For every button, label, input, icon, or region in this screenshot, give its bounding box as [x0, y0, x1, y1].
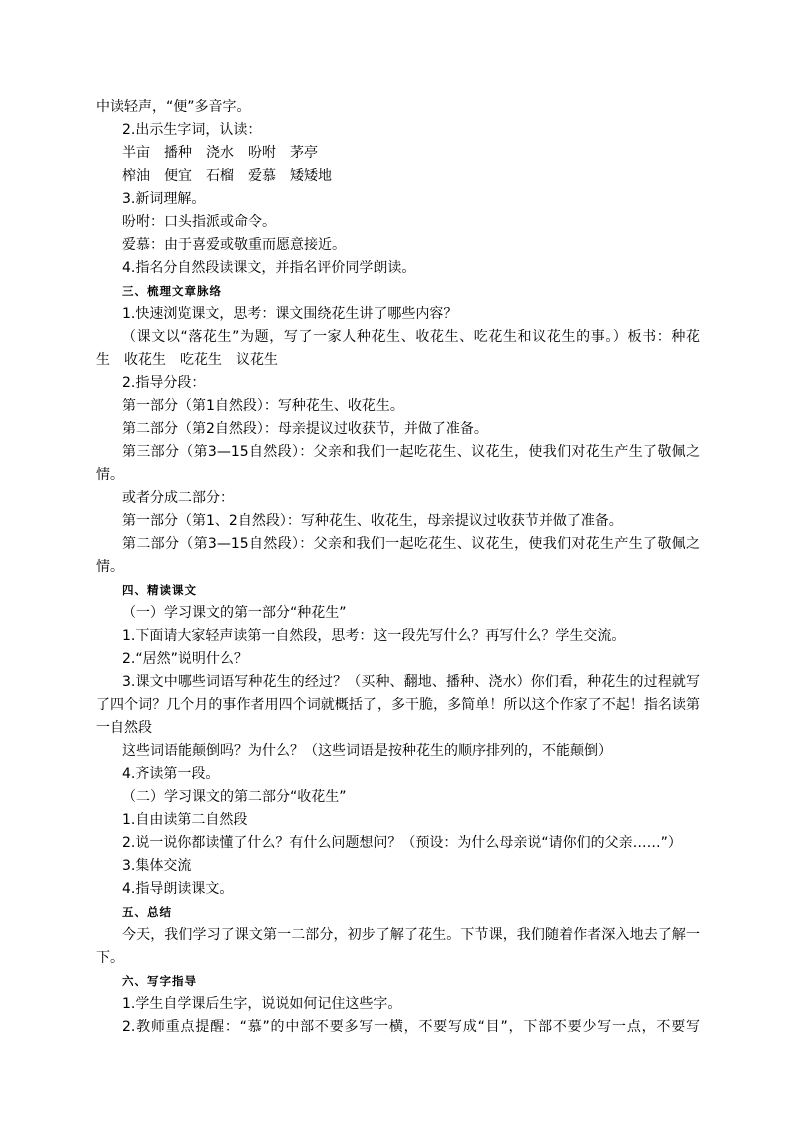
- text-line: 2.说一说你都读懂了什么？有什么问题想问？（预设：为什么母亲说“请你们的父亲……”）: [122, 835, 682, 851]
- text-line: 2.“居然”说明什么？: [122, 651, 248, 667]
- text-line: 第三部分（第3—15自然段）：父亲和我们一起吃花生、议花生，使我们对花生产生了敬佩之: [122, 444, 700, 460]
- section-heading: 三、梳理文章脉络: [122, 284, 222, 298]
- text-line: （二）学习课文的第二部分“收花生”: [122, 789, 347, 805]
- text-line: 2.指导分段：: [122, 375, 206, 391]
- section-heading: 四、精读课文: [122, 583, 197, 597]
- text-line: 这些词语能颠倒吗？为什么？（这些词语是按种花生的顺序排列的，不能颠倒）: [122, 743, 612, 759]
- text-line: 1.下面请大家轻声读第一自然段，思考：这一段先写什么？再写什么？学生交流。: [122, 628, 626, 644]
- text-line: 爱慕：由于喜爱或敬重而愿意接近。: [122, 237, 346, 253]
- text-line: 1.学生自学课后生字，说说如何记住这些字。: [122, 996, 402, 1012]
- text-line: 情。: [96, 467, 124, 483]
- text-line: 2.出示生字词，认读：: [122, 122, 262, 138]
- section-heading: 五、总结: [122, 905, 172, 919]
- text-line: 第二部分（第3—15自然段）：父亲和我们一起吃花生、议花生，使我们对花生产生了敬佩之: [122, 536, 700, 552]
- text-line: 1.快速浏览课文，思考：课文围绕花生讲了哪些内容？: [122, 306, 458, 322]
- text-line: 第二部分（第2自然段）：母亲提议过收获节，并做了准备。: [122, 421, 488, 437]
- text-line: 了四个词？几个月的事作者用四个词就概括了，多干脆，多简单！所以这个作家了不起！指名读第: [96, 697, 700, 713]
- text-line: 今天，我们学习了课文第一二部分，初步了解了花生。下节课，我们随着作者深入地去了解一: [122, 927, 700, 943]
- text-line: 半亩 播种 浇水 吩咐 茅亭: [122, 145, 318, 161]
- text-line: 4.齐读第一段。: [122, 766, 220, 782]
- text-line: 一自然段: [96, 720, 152, 736]
- text-line: 4.指名分自然段读课文，并指名评价同学朗读。: [122, 260, 416, 276]
- text-line: 3.新词理解。: [122, 191, 206, 207]
- text-line: 3.集体交流: [122, 858, 192, 874]
- text-line: 2.教师重点提醒：“慕”的中部不要多写一横，不要写成“目”，下部不要少写一点，不要写: [122, 1019, 700, 1035]
- text-line: 吩咐：口头指派或命令。: [122, 214, 276, 230]
- text-line: 生 收花生 吃花生 议花生: [96, 352, 278, 368]
- section-heading: 六、写字指导: [122, 974, 197, 988]
- text-line: （课文以“落花生”为题，写了一家人种花生、收花生、吃花生和议花生的事。）板书：种花: [122, 329, 700, 345]
- text-line: （一）学习课文的第一部分“种花生”: [122, 605, 347, 621]
- text-line: 第一部分（第1、2自然段）：写种花生、收花生，母亲提议过收获节并做了准备。: [122, 513, 623, 529]
- text-line: 下。: [96, 950, 124, 966]
- text-line: 情。: [96, 559, 124, 575]
- text-line: 第一部分（第1自然段）：写种花生、收花生。: [122, 398, 404, 414]
- text-line: 或者分成二部分：: [122, 490, 234, 506]
- text-line: 榨油 便宜 石榴 爱慕 矮矮地: [122, 168, 332, 184]
- text-line: 中读轻声，“便”多音字。: [96, 99, 251, 115]
- text-line: 1.自由读第二自然段: [122, 812, 248, 828]
- text-line: 4.指导朗读课文。: [122, 881, 234, 897]
- text-line: 3.课文中哪些词语写种花生的经过？（买种、翻地、播种、浇水）你们看，种花生的过程就写: [122, 674, 700, 690]
